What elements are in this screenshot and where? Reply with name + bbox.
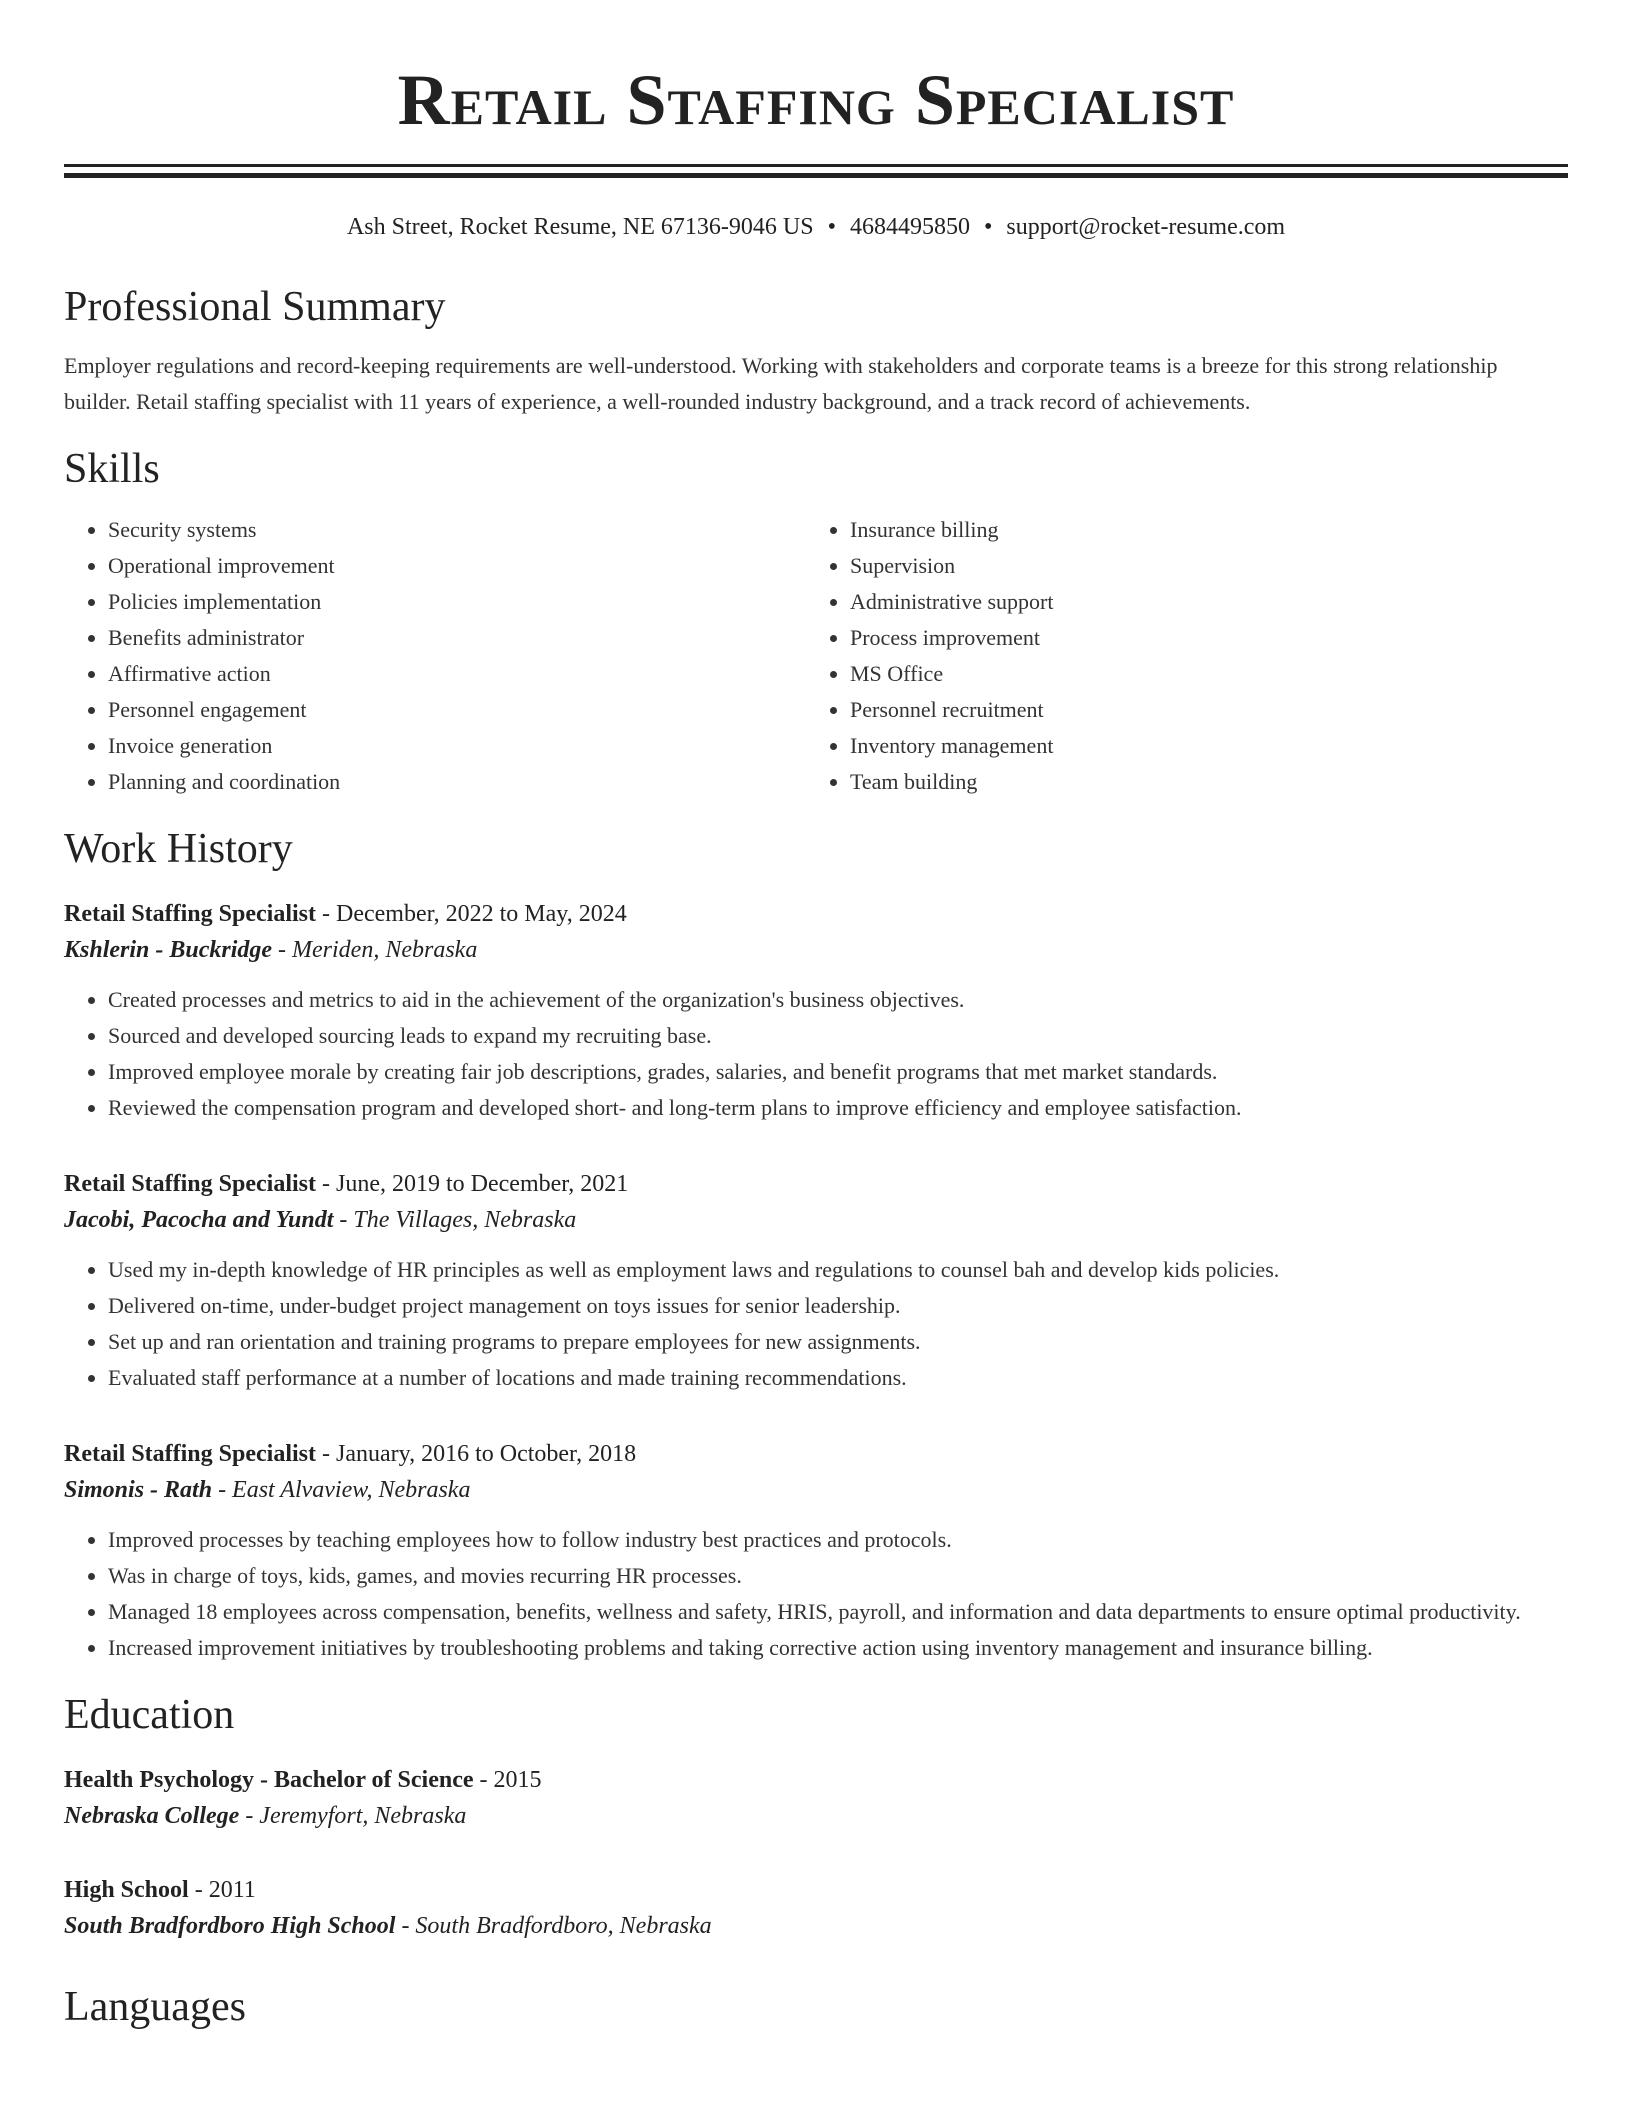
job-bullet: • Created processes and metrics to aid in the achievement of the organization's business objectives. xyxy=(108,982,1568,1018)
skill-item: • Operational improvement xyxy=(108,548,806,584)
job-bullet: • Increased improvement initiatives by troubleshooting problems and taking corrective action using inventory management and insurance billing. xyxy=(108,1630,1568,1666)
contact-address: Ash Street, Rocket Resume, NE 67136-9046 US xyxy=(346,214,814,240)
job-bullet: • Delivered on-time, under-budget project management on toys issues for senior leadership. xyxy=(108,1288,1568,1324)
job-bullet: • Improved employee morale by creating fair job descriptions, grades, salaries, and benefit programs that met market standards. xyxy=(108,1054,1568,1090)
skill-item: • Personnel recruitment xyxy=(850,692,1548,728)
education-year: - 2011 xyxy=(188,1877,256,1903)
candidate-name: Retail Staffing Specialist xyxy=(397,60,1235,140)
job-bullet: • Managed 18 employees across compensation, benefits, wellness and safety, HRIS, payroll, and information and data departments to ensure optimal productivity. xyxy=(108,1594,1568,1630)
skills-list xyxy=(64,512,1568,800)
job-bullet: • Was in charge of toys, kids, games, and movies recurring HR processes. xyxy=(108,1558,1568,1594)
summary-text: Employer regulations and record-keeping requirements are well-understood. Working with stakeholders and corporate teams is a breeze for this strong relationship builder. Retail staffing specialist with 11 years of experience, a well-rounded industry background, and a track record of achievements. xyxy=(64,353,1498,414)
education-degree-line xyxy=(64,1872,1568,1908)
summary-heading: Professional Summary xyxy=(64,284,446,330)
job-title-line xyxy=(64,896,1568,932)
job-dates: - June, 2019 to December, 2021 xyxy=(316,1171,629,1197)
skill-item: • Insurance billing xyxy=(850,512,1548,548)
job-location: - The Villages, Nebraska xyxy=(333,1207,577,1233)
education-location: - Jeremyfort, Nebraska xyxy=(239,1803,467,1829)
job-company-line xyxy=(64,1202,1568,1238)
job-bullets xyxy=(64,1522,1568,1666)
education-entry xyxy=(64,1872,1568,1944)
contact-separator: • xyxy=(983,214,993,240)
skill-item: • Inventory management xyxy=(850,728,1548,764)
job-company: Simonis - Rath xyxy=(64,1477,213,1503)
skill-item: • Administrative support xyxy=(850,584,1548,620)
contact-phone: 4684495850 xyxy=(849,214,970,240)
skill-item: • Team building xyxy=(850,764,1548,800)
languages-heading: Languages xyxy=(64,1984,246,2030)
skill-item: • Planning and coordination xyxy=(108,764,806,800)
job-title: Retail Staffing Specialist xyxy=(64,1441,316,1467)
skill-item: • Personnel engagement xyxy=(108,692,806,728)
education-school: South Bradfordboro High School xyxy=(64,1913,396,1939)
skill-item: • Security systems xyxy=(108,512,806,548)
job-title-line xyxy=(64,1436,1568,1472)
header-rule-bottom xyxy=(64,173,1568,178)
job-bullet: • Used my in-depth knowledge of HR principles as well as employment laws and regulations to counsel bah and develop kids policies. xyxy=(108,1252,1568,1288)
education-school-line xyxy=(64,1908,1568,1944)
job-bullets xyxy=(64,982,1568,1126)
job-location: - Meriden, Nebraska xyxy=(272,937,478,963)
education-entry xyxy=(64,1762,1568,1834)
education-degree-line xyxy=(64,1762,1568,1798)
job-entry xyxy=(64,1436,1568,1666)
job-location: - East Alvaview, Nebraska xyxy=(212,1477,471,1503)
job-entry xyxy=(64,1166,1568,1396)
job-bullet: • Set up and ran orientation and training programs to prepare employees for new assignments. xyxy=(108,1324,1568,1360)
education-year: - 2015 xyxy=(473,1767,542,1793)
education-school-line xyxy=(64,1798,1568,1834)
education-heading: Education xyxy=(64,1692,235,1738)
contact-line xyxy=(64,212,1568,242)
job-title-line xyxy=(64,1166,1568,1202)
job-title: Retail Staffing Specialist xyxy=(64,1171,316,1197)
job-company: Kshlerin - Buckridge xyxy=(64,937,273,963)
header-rule-top xyxy=(64,164,1568,167)
work-history-heading: Work History xyxy=(64,826,293,872)
job-bullet: • Evaluated staff performance at a number of locations and made training recommendations. xyxy=(108,1360,1568,1396)
skill-item: • Process improvement xyxy=(850,620,1548,656)
skill-item: • Invoice generation xyxy=(108,728,806,764)
job-title: Retail Staffing Specialist xyxy=(64,901,316,927)
contact-email: support@rocket-resume.com xyxy=(1006,214,1286,240)
skills-column-left xyxy=(64,512,806,800)
skills-column-right xyxy=(806,512,1548,800)
job-bullet: • Sourced and developed sourcing leads to expand my recruiting base. xyxy=(108,1018,1568,1054)
job-entry xyxy=(64,896,1568,1126)
education-location: - South Bradfordboro, Nebraska xyxy=(395,1913,712,1939)
skill-item: • MS Office xyxy=(850,656,1548,692)
skills-heading: Skills xyxy=(64,446,160,492)
job-bullet: • Reviewed the compensation program and developed short- and long-term plans to improve efficiency and employee satisfaction. xyxy=(108,1090,1568,1126)
job-company: Jacobi, Pacocha and Yundt xyxy=(64,1207,334,1233)
education-degree: Health Psychology - Bachelor of Science xyxy=(64,1767,474,1793)
contact-separator: • xyxy=(827,214,836,240)
skill-item: • Policies implementation xyxy=(108,584,806,620)
job-dates: - December, 2022 to May, 2024 xyxy=(316,901,627,927)
education-school: Nebraska College xyxy=(64,1803,240,1829)
skill-item: • Affirmative action xyxy=(108,656,806,692)
job-company-line xyxy=(64,932,1568,968)
education-degree: High School xyxy=(64,1877,189,1903)
job-bullets xyxy=(64,1252,1568,1396)
job-bullet: • Improved processes by teaching employees how to follow industry best practices and protocols. xyxy=(108,1522,1568,1558)
skill-item: • Benefits administrator xyxy=(108,620,806,656)
skill-item: • Supervision xyxy=(850,548,1548,584)
job-dates: - January, 2016 to October, 2018 xyxy=(316,1441,637,1467)
job-company-line xyxy=(64,1472,1568,1508)
